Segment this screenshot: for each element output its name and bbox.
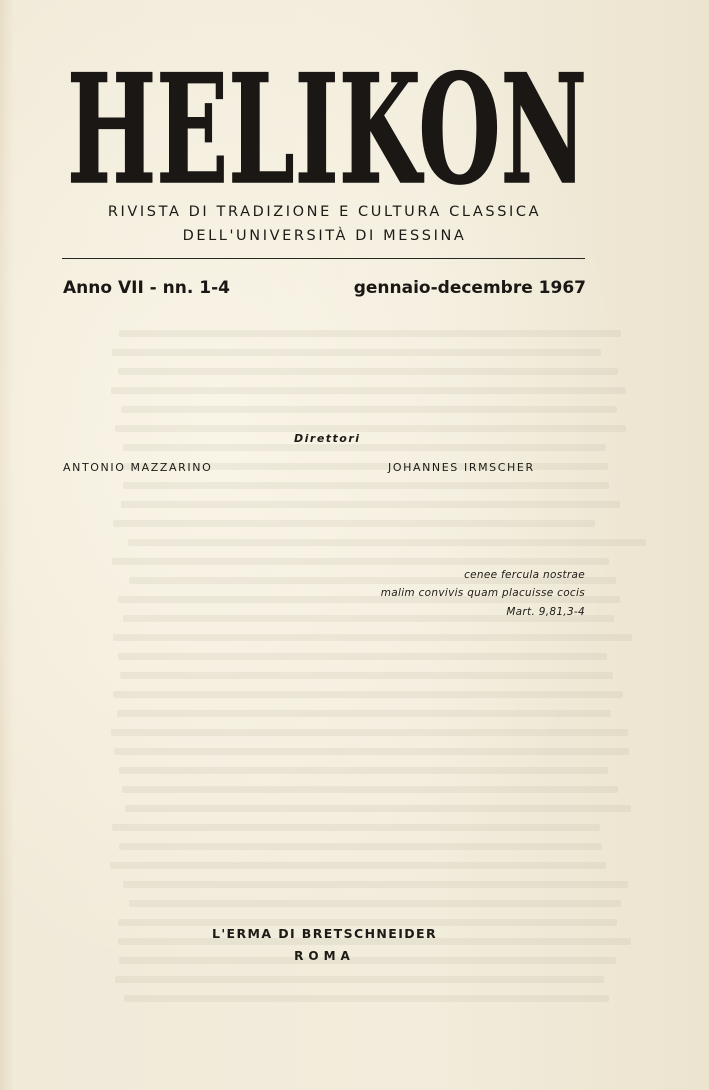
masthead-title bbox=[62, 60, 592, 200]
subtitle-line-2: DELL'UNIVERSITÀ DI MESSINA bbox=[182, 228, 467, 244]
show-through-line bbox=[128, 539, 646, 546]
show-through-line bbox=[113, 691, 623, 698]
publisher-name: L'ERMA DI BRETSCHNEIDER bbox=[211, 926, 438, 941]
show-through-line bbox=[113, 520, 595, 527]
show-through-line bbox=[112, 558, 609, 565]
masthead-title-text: HELIKON bbox=[67, 60, 587, 200]
show-through-line bbox=[115, 976, 604, 983]
publisher-city: ROMA bbox=[294, 949, 355, 963]
horizontal-rule bbox=[62, 258, 585, 259]
editors-label: Direttori bbox=[294, 432, 361, 445]
show-through-line bbox=[112, 349, 601, 356]
show-through-line bbox=[111, 387, 626, 394]
show-through-line bbox=[121, 406, 617, 413]
show-through-line bbox=[121, 501, 620, 508]
show-through-line bbox=[129, 900, 621, 907]
show-through-line bbox=[118, 368, 618, 375]
show-through-line bbox=[123, 444, 606, 451]
show-through-line bbox=[118, 919, 617, 926]
subtitle-line-1: RIVISTA DI TRADIZIONE E CULTURA CLASSICA bbox=[107, 204, 542, 220]
editor-name-1: ANTONIO MAZZARINO bbox=[63, 461, 213, 474]
show-through-line bbox=[119, 767, 608, 774]
show-through-line bbox=[117, 710, 611, 717]
show-through-line bbox=[111, 729, 628, 736]
show-through-line bbox=[124, 995, 609, 1002]
show-through-line bbox=[112, 824, 600, 831]
show-through-line bbox=[118, 653, 607, 660]
show-through-line bbox=[119, 330, 621, 337]
show-through-line bbox=[115, 425, 626, 432]
show-through-line bbox=[114, 748, 629, 755]
show-through-line bbox=[113, 634, 632, 641]
epigraph-line-1: cenee fercula nostrae bbox=[464, 569, 585, 581]
show-through-line bbox=[123, 881, 628, 888]
show-through-line bbox=[110, 862, 606, 869]
show-through-line bbox=[123, 482, 609, 489]
show-through-line bbox=[120, 672, 613, 679]
show-through-line bbox=[119, 843, 602, 850]
editor-name-2: JOHANNES IRMSCHER bbox=[388, 461, 535, 474]
show-through-line bbox=[122, 786, 618, 793]
epigraph-line-2: malim convivis quam placuisse cocis bbox=[380, 587, 585, 599]
issue-volume: Anno VII - nn. 1-4 bbox=[63, 278, 230, 298]
epigraph-citation: Mart. 9,81,3-4 bbox=[506, 606, 585, 618]
show-through-line bbox=[125, 805, 631, 812]
issue-period: gennaio-decembre 1967 bbox=[353, 278, 586, 298]
